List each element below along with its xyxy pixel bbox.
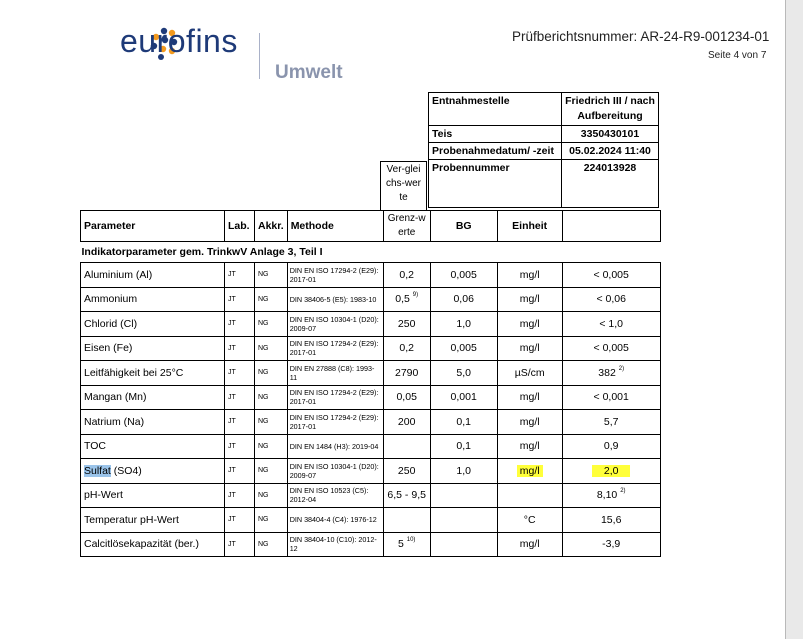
limit-footnote: 10) [406,537,416,544]
sample-number-value: 224013928 [562,160,659,208]
sample-meta-table [428,92,659,208]
value-cell [562,263,660,288]
brand-name: eurofins [120,23,238,59]
limit-text: 250 [397,464,416,477]
limit-text: 6,5 - 9,5 [387,489,426,502]
limit-cell [383,312,430,337]
unit-text: mg/l [519,391,540,404]
unit-text: mg/l [519,440,540,453]
bg-cell: 1,0 [430,312,497,337]
parameter-suffix: (SO4) [110,464,142,477]
limit-text: 0,2 [399,342,414,355]
lab-cell: JT [225,312,255,337]
col-limit: Grenz-werte [383,211,430,242]
limit-text: 250 [397,317,416,330]
lab-cell: JT [225,287,255,312]
highlighted-value: 2,0 [592,465,631,477]
unit-cell [497,361,562,386]
limit-cell [383,287,430,312]
limit-cell [383,508,430,533]
limit-text: 2790 [395,366,419,379]
parameter-cell: Chlorid (Cl) [81,312,225,337]
akkr-cell: NG [255,336,288,361]
table-row [81,312,661,337]
unit-cell [497,312,562,337]
value-text: 5,7 [603,415,619,428]
limit-cell [383,459,430,484]
value-cell [562,361,660,386]
limit-cell [383,361,430,386]
col-value [562,211,660,242]
lab-cell: JT [225,532,255,557]
section-title: Indikatorparameter gem. TrinkwV Anlage 3, Teil I [81,246,323,258]
akkr-cell: NG [255,287,288,312]
bg-cell [430,508,497,533]
value-cell [562,287,660,312]
bg-cell: 0,001 [430,385,497,410]
lab-cell: JT [225,336,255,361]
unit-cell [497,336,562,361]
akkr-cell: NG [255,385,288,410]
limit-cell [383,410,430,435]
unit-cell [497,483,562,508]
unit-cell [497,508,562,533]
limit-cell [383,483,430,508]
method-cell: DIN EN ISO 17294-2 (E29): 2017-01 [287,385,383,410]
table-row [81,410,661,435]
limit-cell [383,385,430,410]
parameter-cell: Ammonium [81,287,225,312]
method-cell: DIN EN ISO 10523 (C5): 2012-04 [287,483,383,508]
value-cell [562,434,660,459]
parameter-cell: Temperatur pH-Wert [81,508,225,533]
limit-cell [383,434,430,459]
lab-cell: JT [225,385,255,410]
unit-text: mg/l [519,268,540,281]
unit-cell [497,385,562,410]
limit-cell [383,336,430,361]
unit-text: mg/l [519,342,540,355]
bg-cell [430,483,497,508]
table-row [81,263,661,288]
limit-text: 0,2 [399,268,414,281]
value-cell [562,385,660,410]
sample-number-label: Probennummer [429,160,562,208]
unit-cell [497,532,562,557]
parameter-cell: Calcitlösekapazität (ber.) [81,532,225,557]
method-cell: DIN EN ISO 17294-2 (E29): 2017-01 [287,263,383,288]
bg-cell [430,532,497,557]
lab-cell: JT [225,361,255,386]
bg-cell: 0,005 [430,263,497,288]
unit-cell [497,263,562,288]
value-cell [562,336,660,361]
value-text: 8,10 [596,489,618,502]
lab-cell: JT [225,410,255,435]
akkr-cell: NG [255,434,288,459]
value-cell [562,410,660,435]
table-row [81,361,661,386]
bg-cell: 0,1 [430,410,497,435]
bg-cell: 5,0 [430,361,497,386]
parameter-cell: Eisen (Fe) [81,336,225,361]
results-table [80,210,661,557]
value-cell [562,532,660,557]
table-row [81,459,661,484]
unit-text: mg/l [519,317,540,330]
parameter-cell: Natrium (Na) [81,410,225,435]
highlighted-unit: mg/l [517,465,543,477]
method-cell: DIN 38404-4 (C4): 1976-12 [287,508,383,533]
akkr-cell: NG [255,361,288,386]
method-cell: DIN 38404-10 (C10): 2012-12 [287,532,383,557]
unit-cell [497,287,562,312]
limit-cell [383,263,430,288]
value-cell [562,508,660,533]
akkr-cell: NG [255,508,288,533]
akkr-cell: NG [255,483,288,508]
unit-cell [497,459,562,484]
akkr-cell: NG [255,312,288,337]
value-text: < 0,06 [596,293,626,306]
value-text: 15,6 [600,513,622,526]
value-text: < 0,001 [593,391,629,404]
lab-cell: JT [225,459,255,484]
value-cell [562,459,660,484]
col-lab: Lab. [225,211,255,242]
lab-cell: JT [225,483,255,508]
lab-cell: JT [225,434,255,459]
value-text: < 0,005 [593,268,629,281]
value-text: < 1,0 [599,317,624,330]
selected-text: Sulfat [84,464,111,477]
table-row [81,532,661,557]
bg-cell: 0,005 [430,336,497,361]
report-number-value: AR-24-R9-001234-01 [640,29,770,44]
table-row [81,483,661,508]
unit-text: µS/cm [514,366,545,379]
bg-cell: 1,0 [430,459,497,484]
parameter-cell: pH-Wert [81,483,225,508]
table-row [81,508,661,533]
method-cell: DIN EN ISO 17294-2 (E29): 2017-01 [287,336,383,361]
table-row [81,385,661,410]
bg-cell: 0,06 [430,287,497,312]
akkr-cell: NG [255,459,288,484]
akkr-cell: NG [255,532,288,557]
logo-divider [259,33,260,79]
division-name: Umwelt [275,62,343,83]
limit-text: 0,05 [396,391,417,404]
comparison-values-label: Ver-gleichs-werte [385,164,421,203]
unit-text: mg/l [519,293,540,306]
col-bg: BG [430,211,497,242]
method-cell: DIN EN ISO 17294-2 (E29): 2017-01 [287,410,383,435]
comparison-values-header [380,161,427,210]
method-cell: DIN EN ISO 10304-1 (D20): 2009-07 [287,459,383,484]
page-number: Seite 4 von 7 [708,50,767,61]
results-rows [81,263,661,557]
limit-cell [383,532,430,557]
method-cell: DIN EN 27888 (C8): 1993-11 [287,361,383,386]
value-text: 0,9 [603,440,619,453]
value-text: < 0,005 [593,342,629,355]
sampling-site-value: Friedrich III / nach Aufbereitung [562,93,659,126]
unit-cell [497,434,562,459]
table-row [81,287,661,312]
parameter-cell: Leitfähigkeit bei 25°C [81,361,225,386]
unit-text: mg/l [519,538,540,551]
unit-text: mg/l [519,415,540,428]
akkr-cell: NG [255,263,288,288]
value-cell [562,312,660,337]
limit-footnote: 9) [412,292,419,299]
value-text: -3,9 [602,538,621,551]
akkr-cell: NG [255,410,288,435]
part-value: 3350430101 [562,126,659,143]
parameter-cell: Aluminium (Al) [81,263,225,288]
report-number [512,29,769,44]
unit-cell [497,410,562,435]
value-footnote: 2) [620,488,626,495]
date-label: Probenahmedatum/ -zeit [429,143,562,160]
limit-text: 200 [397,415,416,428]
bg-cell: 0,1 [430,434,497,459]
parameter-cell: Mangan (Mn) [81,385,225,410]
parameter-cell: TOC [81,434,225,459]
value-cell [562,483,660,508]
method-cell: DIN 38406-5 (E5): 1983-10 [287,287,383,312]
parameter-cell [81,459,225,484]
col-parameter: Parameter [81,211,225,242]
value-text: 382 [598,366,616,379]
viewer-background [786,0,803,639]
limit-text: 5 [397,538,404,551]
limit-text: 0,5 [395,293,410,306]
part-label: Teis [429,126,562,143]
col-method: Methode [287,211,383,242]
lab-cell: JT [225,263,255,288]
report-number-label: Prüfberichtsnummer: [512,29,638,44]
method-cell: DIN EN 1484 (H3): 2019-04 [287,434,383,459]
col-akkr: Akkr. [255,211,288,242]
unit-text: °C [523,513,536,526]
table-row [81,434,661,459]
lab-cell: JT [225,508,255,533]
col-unit: Einheit [497,211,562,242]
method-cell: DIN EN ISO 10304-1 (D20): 2009-07 [287,312,383,337]
sampling-site-label: Entnahmestelle [429,93,562,126]
table-row [81,336,661,361]
date-value: 05.02.2024 11:40 [562,143,659,160]
value-footnote: 2) [618,365,625,372]
